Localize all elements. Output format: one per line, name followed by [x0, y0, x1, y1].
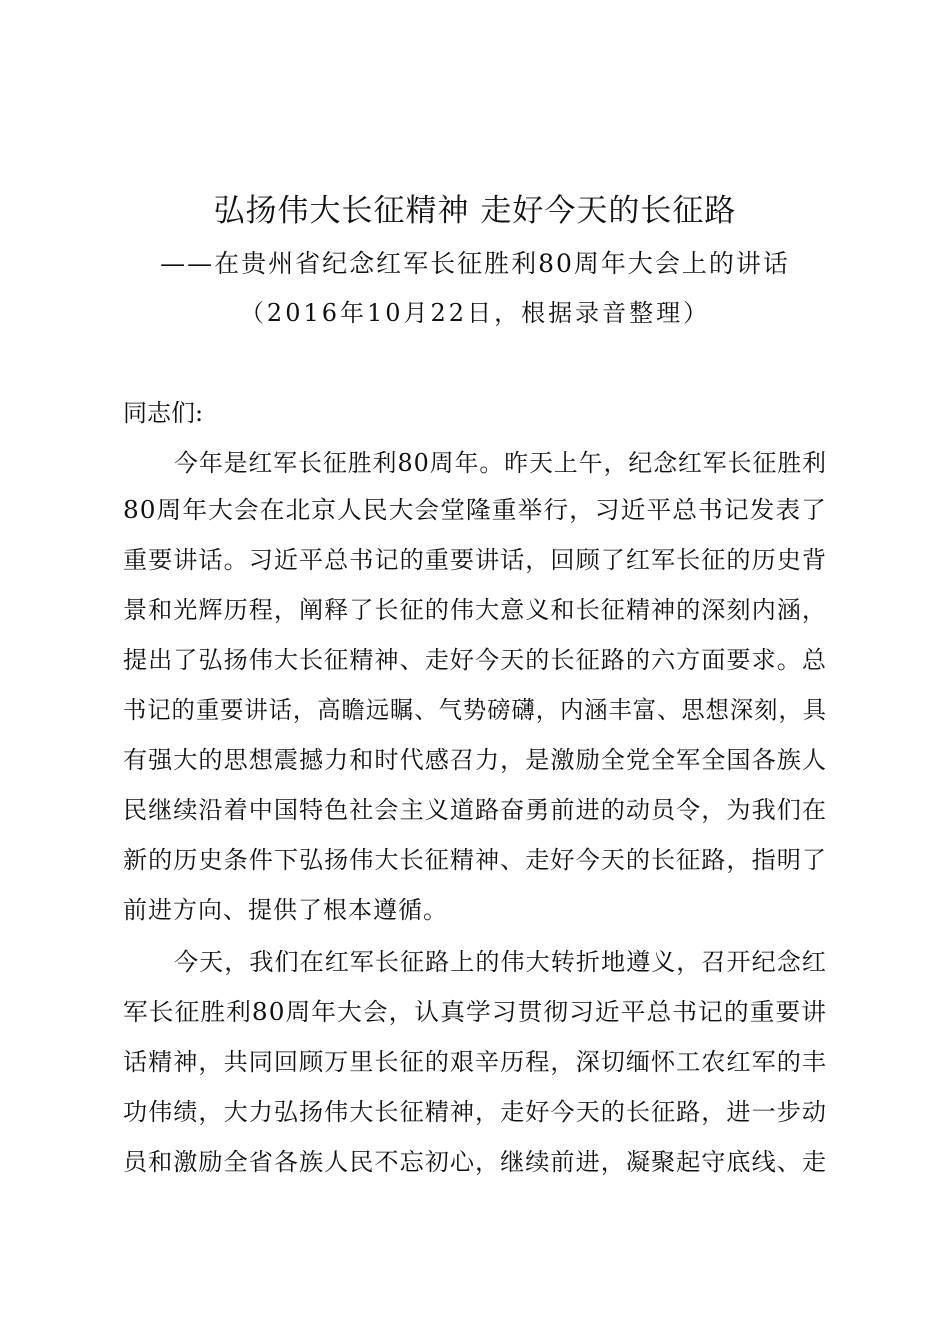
paragraph-1-line: 新的历史条件下弘扬伟大长征精神、走好今天的长征路，指明了: [123, 846, 827, 874]
paragraph-1-line: 民继续沿着中国特色社会主义道路奋勇前进的动员令，为我们在: [123, 796, 827, 824]
document-title: 弘扬伟大长征精神 走好今天的长征路: [213, 193, 737, 229]
paragraph-1-line: 80周年大会在北京人民大会堂隆重举行，习近平总书记发表了: [123, 496, 827, 524]
paragraph-2-line: 话精神，共同回顾万里长征的艰辛历程，深切缅怀工农红军的丰: [123, 1048, 827, 1076]
paragraph-1-line: 有强大的思想震撼力和时代感召力，是激励全党全军全国各族人: [123, 746, 827, 774]
paragraph-1-line: 重要讲话。习近平总书记的重要讲话，回顾了红军长征的历史背: [123, 546, 827, 574]
document-subtitle: ——在贵州省纪念红军长征胜利80周年大会上的讲话: [160, 249, 790, 278]
paragraph-2-line: 功伟绩，大力弘扬伟大长征精神，走好今天的长征路，进一步动: [123, 1098, 827, 1126]
paragraph-1-line: 前进方向、提供了根本遵循。: [123, 896, 448, 924]
paragraph-1-line: 景和光辉历程，阐释了长征的伟大意义和长征精神的深刻内涵，: [123, 596, 827, 624]
paragraph-1-line: 提出了弘扬伟大长征精神、走好今天的长征路的六方面要求。总: [123, 646, 827, 674]
date-note: （2016年10月22日，根据录音整理）: [239, 299, 711, 327]
paragraph-2-line: 员和激励全省各族人民不忘初心，继续前进，凝聚起守底线、走: [123, 1148, 827, 1176]
paragraph-1-line: 书记的重要讲话，高瞻远瞩、气势磅礴，内涵丰富、思想深刻，具: [123, 696, 827, 724]
paragraph-2-line: 今天，我们在红军长征路上的伟大转折地遵义，召开纪念红: [174, 948, 827, 976]
salutation: 同志们:: [123, 399, 204, 427]
paragraph-1-line: 今年是红军长征胜利80周年。昨天上午，纪念红军长征胜利: [174, 449, 827, 477]
paragraph-2-line: 军长征胜利80周年大会，认真学习贯彻习近平总书记的重要讲: [123, 998, 827, 1026]
